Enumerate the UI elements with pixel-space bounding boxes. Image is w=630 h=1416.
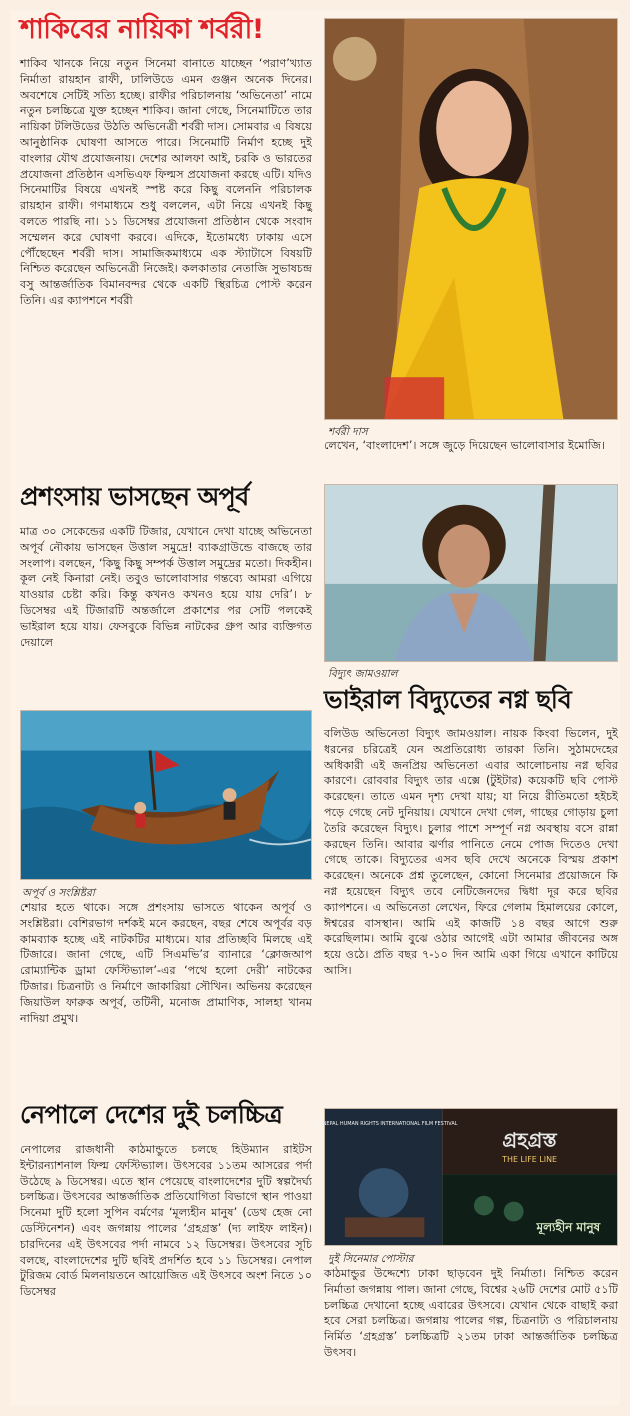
vidyut-jammwal-photo	[324, 484, 618, 662]
story4-caption: দুই সিনেমার পোস্টার	[328, 1253, 414, 1265]
story1-body-continued: লেখেন, ‘বাংলাদেশ’। সঙ্গে জুড়ে দিয়েছেন ভালোবাসার ইমোজি।	[324, 439, 606, 452]
boat-photo	[20, 710, 312, 880]
story4-body-continued: কাঠমান্ডুর উদ্দেশ্যে ঢাকা ছাড়বেন দুই নির্মাতা। নিশ্চিত করেন নির্মাতা জগন্নায় পাল। জানা গেছে, বিশ্বের ২৬টি দেশের মোট ৫১টি চলচ্চিত্র দেখানো হচ্ছে এবারের উৎসবে। যেখান থেকে বাছাই করা হবে সেরা চলচ্চিত্র। জগন্নায় পালের গল্প, চিত্রনাট্য ও পরিচালনায় নির্মিত ‘গ্রহগ্রস্ত’ চলচ্চিত্রটি ২১তম ঢাকা আন্তর্জাতিক চলচ্চিত্র উৎসব।	[324, 1267, 618, 1359]
poster2-english-title: THE LIFE LINE	[502, 1155, 558, 1165]
story1-caption: শর্বরী দাস	[328, 426, 368, 438]
poster1-title: 11th NEPAL HUMAN RIGHTS INTERNATIONAL FILM FESTIVAL	[309, 1120, 458, 1127]
story2-body-continued: শেয়ার হতে থাকে। সঙ্গে প্রশংসায় ভাসতে থাকেন অপূর্ব ও সংশ্লিষ্টরা। বেশিরভাগ দর্শকই মনে করছেন, বছর শেষে অপূর্বর বড় কামব্যাক হচ্ছে এই নাটকটির মাধ্যমে। যার প্রতিচ্ছবি মিলছে এই টিজারে। জানা গেছে, এটি সিএমভি’র ব্যানারে ‘ক্লোজআপ রোম্যান্টিক ড্রামা ফেস্টিভ্যাল’-এর ‘পথে হলো দেরী’ নাটকের টিজার। চিত্রনাট্য ও নির্মাণে জাকারিয়া সৌখিন। অভিনয় করেছেন জিয়াউল ফারুক অপূর্ব, তটিনী, মনোজ প্রামাণিক, সালহা খানম নাদিয়া প্রমুখ।	[20, 901, 312, 1025]
story2-body: মাত্র ৩০ সেকেন্ডের একটি টিজার, যেখানে দেখা যাচ্ছে অভিনেতা অপূর্ব নৌকায় ভাসছেন উত্তাল সমুদ্রে! ব্যাকগ্রাউন্ডে বাজছে তার সংলাপ। বলছেন, ‘কিছু কিছু সম্পর্ক উত্তাল সমুদ্রের মতো। দিকহীন। কূল নেই কিনারা নেই। তবুও ভালোবাসার গন্তব্যে আমরা এগিয়ে যাওয়ার চেষ্টা করি। কিন্তু কখনও কখনও হয়ে যায় দেরি’। ৮ ডিসেম্বর এই টিজারটি অন্তর্জালে প্রকাশের পর সেটি পলকেই ভাইরাল হয়ে যায়। ফেসবুকে বিভিন্ন নাটকের গ্রুপ আর ব্যক্তিগত দেয়ালে	[20, 525, 312, 649]
story3-caption: বিদ্যুৎ জামওয়াল	[328, 668, 398, 680]
poster3-title: মূল্যহীন মানুষ	[536, 1220, 601, 1235]
story2-headline: প্রশংসায় ভাসছেন অপূর্ব	[20, 482, 249, 511]
poster2-bengali-title: গ্রহগ্রস্ত	[502, 1128, 557, 1152]
story4-body: নেপালের রাজধানী কাঠমান্ডুতে চলছে হিউম্যান রাইটস ইন্টারন্যাশনাল ফিল্ম ফেস্টিভ্যাল। উৎসবের ১১তম আসরের পর্দা উঠেছে ৯ ডিসেম্বর। এতে স্থান পেয়েছে বাংলাদেশের দুটি স্বল্পদৈর্ঘ্য চলচ্চিত্র। উৎসবের আন্তর্জাতিক প্রতিযোগিতা বিভাগে স্থান পাওয়া সিনেমা দুটি হলো সুপিন বর্মণের ‘মূল্যহীন মানুষ’ (ডেথ হেজ নো ডেস্টিনেশন) এবং জগন্নায় পালের ‘গ্রহগ্রস্ত’ (দ্য লাইফ লাইন)। চারদিনের এই উৎসবের পর্দা নামবে ১২ ডিসেম্বর। উৎসবের সূচি বলছে, বাংলাদেশের দুটি ছবিই প্রদর্শিত হবে ১১ ডিসেম্বর। নেপাল টুরিজম বোর্ড মিলনায়তনে আয়োজিত এই উৎসবে অংশ নিতে ১০ ডিসেম্বর	[20, 1143, 312, 1299]
newspaper-page	[10, 10, 620, 1406]
story3-headline: ভাইরাল বিদ্যুতের নগ্ন ছবি	[324, 685, 572, 714]
film-posters	[309, 1108, 618, 1246]
story1-headline: শাকিবের নায়িকা শর্বরী!	[20, 14, 264, 45]
sharbari-das-photo	[324, 18, 618, 420]
story3-body: বলিউড অভিনেতা বিদ্যুৎ জামওয়াল। নায়ক কিংবা ভিলেন, দুই ধরনের চরিত্রেই যেন অপ্রতিরোধ্য তারকা তিনি। সুঠামদেহের অধিকারী এই জনপ্রিয় অভিনেতা এবার আলোচনায় নগ্ন ছবির কারণে। রোববার বিদ্যুৎ তার এক্সে (টুইটার) কয়েকটি ছবি পোস্ট করেছেন। তাতে এমন দৃশ্য দেখা যায়; যা নিয়ে রীতিমতো হইচই পড়ে গেছে নেট দুনিয়ায়। যেখানে দেখা গেল, গাছের গোড়ায় চুলা তৈরি করেছেন বিদ্যুৎ। চুলার পাশে সম্পূর্ণ নগ্ন অবস্থায় বসে রান্না করছেন তিনি। আবার ঝর্ণার পানিতে নেমে পোজ দিতেও দেখা গেছে তাকে। বিদ্যুতের এসব ছবি দেখে অনেকে বিস্ময় প্রকাশ করেছেন। অনেকে প্রশ্ন তুলেছেন, কোনো সিনেমার প্রয়োজনে কি নগ্ন হয়েছেন বিদ্যুৎ তবে নেটিজেনদের দ্বিধা দূর করে ছবির ক্যাপশনে। এ অভিনেতা লেখেন, ফিরে গেলাম হিমালয়ের কোলে, ঈশ্বরের বাসস্থান। আমি এই কাজটি ১৪ বছর আগে শুরু করেছিলাম। আমি বুঝে ওঠার আগেই এটা আমার জীবনের অঙ্গ হয়ে ওঠে। প্রতি বছর ৭-১০ দিন আমি একা গিয়ে এখানে কাটিয়ে আসি।	[324, 727, 618, 977]
story4-headline: নেপালে দেশের দুই চলচ্চিত্র	[20, 1100, 283, 1129]
story2-caption: অপূর্ব ও সংশ্লিষ্টরা	[22, 887, 95, 899]
story1-body: শাকিব খানকে নিয়ে নতুন সিনেমা বানাতে যাচ্ছেন ‘পরাণ’খ্যাত নির্মাতা রায়হান রাফী, ঢালিউডে এমন গুঞ্জন অনেক দিনের। অবশেষে সেটিই সত্যি হচ্ছে। রাফীর পরিচালনায় ‘অভিনেতা’ নামে নতুন চলচ্চিত্রে যুক্ত হচ্ছেন শাকিব। জানা গেছে, সিনেমাটিতে তার নায়িকা টলিউডের উঠতি অভিনেত্রী শর্বরী দাস। সোমবার এ বিষয়ে আনুষ্ঠানিক ঘোষণা আসতে পারে। সিনেমাটি নির্মাণ হচ্ছে দুই বাংলার যৌথ প্রযোজনায়। দেশের আলফা আই, চরকি ও ভারতের প্রযোজনা প্রতিষ্ঠান এসভিএফ ফিল্মস প্রযোজনা করছে এটি। যদিও সিনেমাটির বিষয়ে এখনই স্পষ্ট করে কিছু বলেননি পরিচালক রায়হান রাফী। গণমাধ্যমে শুধু বললেন, এটা নিয়ে এখনই কিছু বলতে পারছি না। ১১ ডিসেম্বর প্রযোজনা প্রতিষ্ঠান থেকে সংবাদ সম্মেলন করে ঘোষণা করবে। এদিকে, ইতোমধ্যে ঢাকায় এসে পৌঁছেছেন শর্বরী দাস। সামাজিকমাধ্যমে এক স্ট্যাটাসে বিষয়টি নিশ্চিত করেছেন অভিনেত্রী নিজেই। কলকাতার নেতাজি সুভাষচন্দ্র বসু আন্তর্জাতিক বিমানবন্দর থেকে একটি স্থিরচিত্র পোস্ট করেন তিনি। এর ক্যাপশনে শর্বরী	[20, 57, 312, 307]
